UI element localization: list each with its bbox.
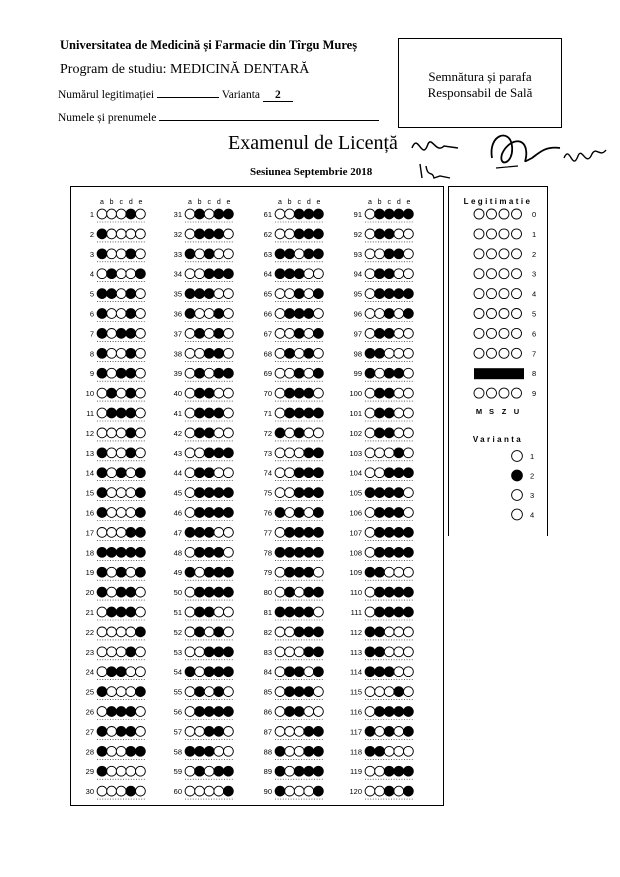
question-number: 88 <box>263 747 272 757</box>
question-number: 32 <box>173 229 182 239</box>
question-number: 92 <box>353 229 362 239</box>
variant-option-label: 4 <box>530 510 535 520</box>
question-number: 82 <box>263 627 272 637</box>
question-number: 108 <box>349 548 362 558</box>
question-number: 62 <box>263 229 272 239</box>
legitimation-field[interactable] <box>157 87 219 98</box>
question-number: 52 <box>173 627 182 637</box>
question-number: 21 <box>85 608 94 617</box>
option-letter-header: e <box>138 199 143 206</box>
question-number: 117 <box>350 727 362 737</box>
question-number: 98 <box>353 349 362 359</box>
question-number: 63 <box>263 249 272 259</box>
question-number: 24 <box>85 667 94 677</box>
question-number: 118 <box>350 747 362 757</box>
signature-box <box>398 38 562 128</box>
question-number: 90 <box>263 787 272 797</box>
question-number: 57 <box>173 727 182 737</box>
option-letter-header: a <box>188 199 192 206</box>
variant-option-label: 3 <box>530 491 535 500</box>
question-number: 44 <box>173 468 182 478</box>
option-letter-header: d <box>128 199 133 206</box>
question-number: 93 <box>353 249 362 259</box>
question-number: 85 <box>263 687 272 697</box>
answer-sheet-frame <box>70 186 444 806</box>
question-number: 73 <box>263 448 272 458</box>
question-number: 40 <box>173 389 182 399</box>
question-number: 59 <box>173 767 182 777</box>
variant-label: Varianta <box>221 89 261 101</box>
question-number: 15 <box>85 488 94 498</box>
question-number: 22 <box>85 627 94 637</box>
question-number: 105 <box>349 488 362 498</box>
question-number: 26 <box>85 707 94 717</box>
question-number: 120 <box>349 787 362 797</box>
question-number: 97 <box>353 329 362 339</box>
question-number: 10 <box>85 389 94 399</box>
question-number: 78 <box>263 548 272 558</box>
legitimation-digit: 1 <box>532 229 537 239</box>
question-number: 111 <box>350 608 362 617</box>
question-number: 66 <box>263 309 272 319</box>
handwritten-signatures <box>400 128 615 184</box>
option-letter-header: b <box>197 199 202 206</box>
question-number: 11 <box>86 409 94 418</box>
question-number: 29 <box>85 767 94 777</box>
legitimation-digit: 8 <box>532 369 537 379</box>
question-number: 39 <box>173 369 182 379</box>
exam-title: Examenul de Licență <box>228 132 398 154</box>
question-number: 27 <box>85 727 94 737</box>
question-number: 107 <box>349 528 362 538</box>
question-number: 94 <box>353 269 362 279</box>
name-line <box>58 110 379 124</box>
question-number: 17 <box>85 528 94 538</box>
question-number: 116 <box>350 707 362 717</box>
legitimation-label: Numărul legitimației <box>58 89 155 101</box>
question-number: 58 <box>173 747 182 757</box>
question-number: 13 <box>85 448 94 458</box>
exam-session: Sesiunea Septembrie 2018 <box>250 166 373 178</box>
question-number: 102 <box>349 428 362 438</box>
question-number: 7 <box>89 329 94 339</box>
question-number: 103 <box>349 448 362 458</box>
variant-option-label: 2 <box>530 471 535 481</box>
option-letter-header: c <box>119 199 123 206</box>
question-number: 51 <box>173 608 182 617</box>
legitimation-digit: 7 <box>532 349 537 359</box>
question-number: 5 <box>89 289 94 299</box>
side-panel-frame <box>448 186 548 536</box>
question-number: 71 <box>263 409 272 418</box>
question-number: 95 <box>353 289 362 299</box>
legitimation-digit: 2 <box>532 249 537 259</box>
question-number: 86 <box>263 707 272 717</box>
question-number: 12 <box>85 428 94 438</box>
question-number: 48 <box>173 548 182 558</box>
legitimation-digit: 9 <box>532 389 537 399</box>
option-letter-header: d <box>396 199 401 206</box>
question-number: 112 <box>350 627 362 637</box>
question-number: 19 <box>85 568 94 578</box>
option-letter-header: b <box>109 199 114 206</box>
question-number: 61 <box>263 210 272 219</box>
question-number: 87 <box>263 727 272 737</box>
legitimation-digit: 5 <box>532 309 537 319</box>
variant-option-label: 1 <box>530 452 535 461</box>
option-letter-header: c <box>207 199 211 206</box>
question-number: 2 <box>89 229 94 239</box>
option-letter-header: c <box>387 199 391 206</box>
question-number: 106 <box>349 508 362 518</box>
legitimation-digit: 3 <box>532 269 537 279</box>
legitimation-title: Legitimatie <box>463 197 533 206</box>
option-letter-header: d <box>216 199 221 206</box>
question-number: 37 <box>173 329 182 339</box>
question-number: 42 <box>173 428 182 438</box>
question-number: 76 <box>263 508 272 518</box>
question-number: 1 <box>89 210 94 219</box>
option-letter-header: b <box>377 199 382 206</box>
question-number: 70 <box>263 389 272 399</box>
option-letter-header: a <box>278 199 282 206</box>
question-number: 34 <box>173 269 182 279</box>
question-number: 119 <box>350 767 362 777</box>
question-number: 110 <box>350 588 362 598</box>
variant-title: Varianta <box>472 435 524 444</box>
question-number: 109 <box>349 568 362 578</box>
legitimation-column-letter: Z <box>501 407 507 416</box>
option-letter-header: b <box>287 199 292 206</box>
legitimation-column-letter: S <box>488 407 495 416</box>
question-number: 20 <box>85 588 94 598</box>
legitimation-digit: 6 <box>532 329 537 339</box>
name-field[interactable] <box>159 110 379 121</box>
question-number: 69 <box>263 369 272 379</box>
signature-box-line1: Semnătura și parafa <box>428 69 532 84</box>
question-number: 49 <box>173 568 182 578</box>
option-letter-header: a <box>368 199 372 206</box>
question-number: 114 <box>350 667 362 677</box>
legitimation-line <box>58 87 293 102</box>
question-number: 14 <box>85 468 94 478</box>
question-number: 80 <box>263 588 272 598</box>
question-number: 9 <box>89 369 94 379</box>
option-letter-header: c <box>297 199 301 206</box>
question-number: 60 <box>173 787 182 797</box>
question-number: 25 <box>85 687 94 697</box>
question-number: 84 <box>263 667 272 677</box>
question-number: 101 <box>349 409 362 418</box>
question-number: 96 <box>353 309 362 319</box>
question-number: 46 <box>173 508 182 518</box>
question-number: 65 <box>263 289 272 299</box>
question-number: 4 <box>89 269 94 279</box>
question-number: 81 <box>263 608 272 617</box>
question-number: 35 <box>173 289 182 299</box>
signature-box-line2: Responsabil de Sală <box>427 85 533 100</box>
question-number: 3 <box>89 249 94 259</box>
question-number: 113 <box>350 647 362 657</box>
legitimation-digit: 0 <box>532 210 537 219</box>
question-number: 23 <box>85 647 94 657</box>
question-number: 104 <box>349 468 362 478</box>
question-number: 89 <box>263 767 272 777</box>
question-number: 77 <box>263 528 272 538</box>
legitimation-column-letter: M <box>475 407 483 416</box>
question-number: 28 <box>85 747 94 757</box>
question-number: 83 <box>263 647 272 657</box>
program-of-study: Program de studiu: MEDICINĂ DENTARĂ <box>60 62 310 77</box>
question-number: 36 <box>173 309 182 319</box>
option-letter-header: d <box>306 199 311 206</box>
question-number: 16 <box>85 508 94 518</box>
question-number: 55 <box>173 687 182 697</box>
legitimation-digit: 4 <box>532 289 537 299</box>
question-number: 64 <box>263 269 272 279</box>
question-number: 91 <box>353 210 362 219</box>
question-number: 18 <box>85 548 94 558</box>
question-number: 38 <box>173 349 182 359</box>
option-letter-header: e <box>406 199 411 206</box>
question-number: 41 <box>173 409 182 418</box>
question-number: 45 <box>173 488 182 498</box>
option-letter-header: e <box>226 199 231 206</box>
question-number: 8 <box>89 349 94 359</box>
question-number: 74 <box>263 468 272 478</box>
question-number: 31 <box>173 210 182 219</box>
option-letter-header: a <box>100 199 104 206</box>
question-number: 56 <box>173 707 182 717</box>
question-number: 79 <box>263 568 272 578</box>
question-number: 75 <box>263 488 272 498</box>
variant-field[interactable]: 2 <box>263 89 293 102</box>
question-number: 47 <box>173 528 182 538</box>
legitimation-column-letter: U <box>513 407 520 416</box>
question-number: 68 <box>263 349 272 359</box>
question-number: 43 <box>173 448 182 458</box>
question-number: 115 <box>350 687 362 697</box>
question-number: 99 <box>353 369 362 379</box>
question-number: 54 <box>173 667 182 677</box>
question-number: 100 <box>349 389 362 399</box>
question-number: 33 <box>173 249 182 259</box>
question-number: 6 <box>89 309 94 319</box>
question-number: 67 <box>263 329 272 339</box>
option-letter-header: e <box>316 199 321 206</box>
question-number: 72 <box>263 428 272 438</box>
question-number: 53 <box>173 647 182 657</box>
name-label: Numele și prenumele <box>58 112 157 124</box>
question-number: 50 <box>173 588 182 598</box>
university-name: Universitatea de Medicină și Farmacie din Tîrgu Mureș <box>60 38 358 52</box>
question-number: 30 <box>85 787 94 797</box>
